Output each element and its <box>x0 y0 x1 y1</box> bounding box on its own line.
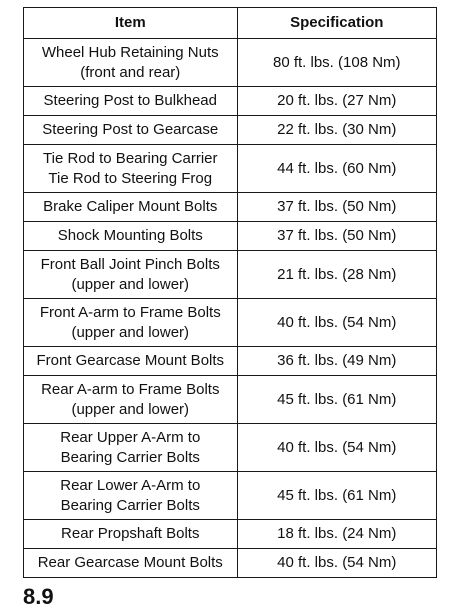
item-cell-line: (front and rear) <box>80 63 181 81</box>
item-cell <box>24 39 238 87</box>
item-cell <box>24 472 238 520</box>
table-row <box>24 347 437 376</box>
item-cell-line: Rear Propshaft Bolts <box>61 525 200 542</box>
item-column-header: Item <box>24 8 238 39</box>
item-cell <box>24 299 238 347</box>
table-row <box>24 87 437 116</box>
specification-cell: 40 ft. lbs. (54 Nm) <box>237 549 436 578</box>
item-cell-line: Bearing Carrier Bolts <box>60 448 200 466</box>
item-cell-line: Bearing Carrier Bolts <box>60 496 200 514</box>
table-header <box>24 8 437 39</box>
page-number: 8.9 <box>23 584 54 609</box>
item-cell-line: Front A-arm to Frame Bolts <box>39 303 221 321</box>
item-cell <box>24 116 238 145</box>
specification-cell: 80 ft. lbs. (108 Nm) <box>237 39 436 87</box>
specification-cell: 37 ft. lbs. (50 Nm) <box>237 193 436 222</box>
table-row <box>24 222 437 251</box>
item-cell-line: Steering Post to Gearcase <box>42 121 219 138</box>
table-body <box>24 39 437 578</box>
specification-cell: 22 ft. lbs. (30 Nm) <box>237 116 436 145</box>
header-row <box>24 8 437 39</box>
item-cell-line: (upper and lower) <box>71 323 190 341</box>
specification-cell: 21 ft. lbs. (28 Nm) <box>237 251 436 299</box>
specification-cell: 36 ft. lbs. (49 Nm) <box>237 347 436 376</box>
specification-cell: 18 ft. lbs. (24 Nm) <box>237 520 436 549</box>
item-cell <box>24 193 238 222</box>
item-cell <box>24 251 238 299</box>
item-cell-line: Tie Rod to Steering Frog <box>48 169 213 187</box>
specification-cell: 40 ft. lbs. (54 Nm) <box>237 424 436 472</box>
item-cell-line: Wheel Hub Retaining Nuts <box>41 43 219 61</box>
torque-spec-table <box>23 7 437 578</box>
table-row <box>24 251 437 299</box>
specification-cell: 44 ft. lbs. (60 Nm) <box>237 145 436 193</box>
item-cell-line: Rear Lower A-Arm to <box>60 476 201 494</box>
table-row <box>24 376 437 424</box>
table-row <box>24 116 437 145</box>
table-row <box>24 193 437 222</box>
item-cell <box>24 87 238 116</box>
item-cell <box>24 347 238 376</box>
item-cell-line: Steering Post to Bulkhead <box>43 92 217 109</box>
specification-column-header: Specification <box>237 8 436 39</box>
table-row <box>24 299 437 347</box>
specification-cell: 45 ft. lbs. (61 Nm) <box>237 472 436 520</box>
item-cell-line: Front Gearcase Mount Bolts <box>36 352 225 369</box>
table-row <box>24 520 437 549</box>
item-cell-line: Front Ball Joint Pinch Bolts <box>40 255 220 273</box>
specification-cell: 37 ft. lbs. (50 Nm) <box>237 222 436 251</box>
item-cell <box>24 520 238 549</box>
item-cell-line: Rear Gearcase Mount Bolts <box>37 554 223 571</box>
item-cell-line: Shock Mounting Bolts <box>57 227 203 244</box>
table-row <box>24 39 437 87</box>
item-cell <box>24 222 238 251</box>
table-row <box>24 424 437 472</box>
item-cell <box>24 376 238 424</box>
specification-cell: 45 ft. lbs. (61 Nm) <box>237 376 436 424</box>
table-row <box>24 472 437 520</box>
item-cell <box>24 424 238 472</box>
item-cell-line: Rear A-arm to Frame Bolts <box>41 380 220 398</box>
item-cell <box>24 549 238 578</box>
item-cell <box>24 145 238 193</box>
item-cell-line: Rear Upper A-Arm to <box>60 428 201 446</box>
table-row <box>24 145 437 193</box>
item-cell-line: Brake Caliper Mount Bolts <box>43 198 218 215</box>
specification-cell: 40 ft. lbs. (54 Nm) <box>237 299 436 347</box>
specification-cell: 20 ft. lbs. (27 Nm) <box>237 87 436 116</box>
item-cell-line: Tie Rod to Bearing Carrier <box>43 149 218 167</box>
item-cell-line: (upper and lower) <box>71 400 190 418</box>
item-cell-line: (upper and lower) <box>71 275 190 293</box>
table-row <box>24 549 437 578</box>
